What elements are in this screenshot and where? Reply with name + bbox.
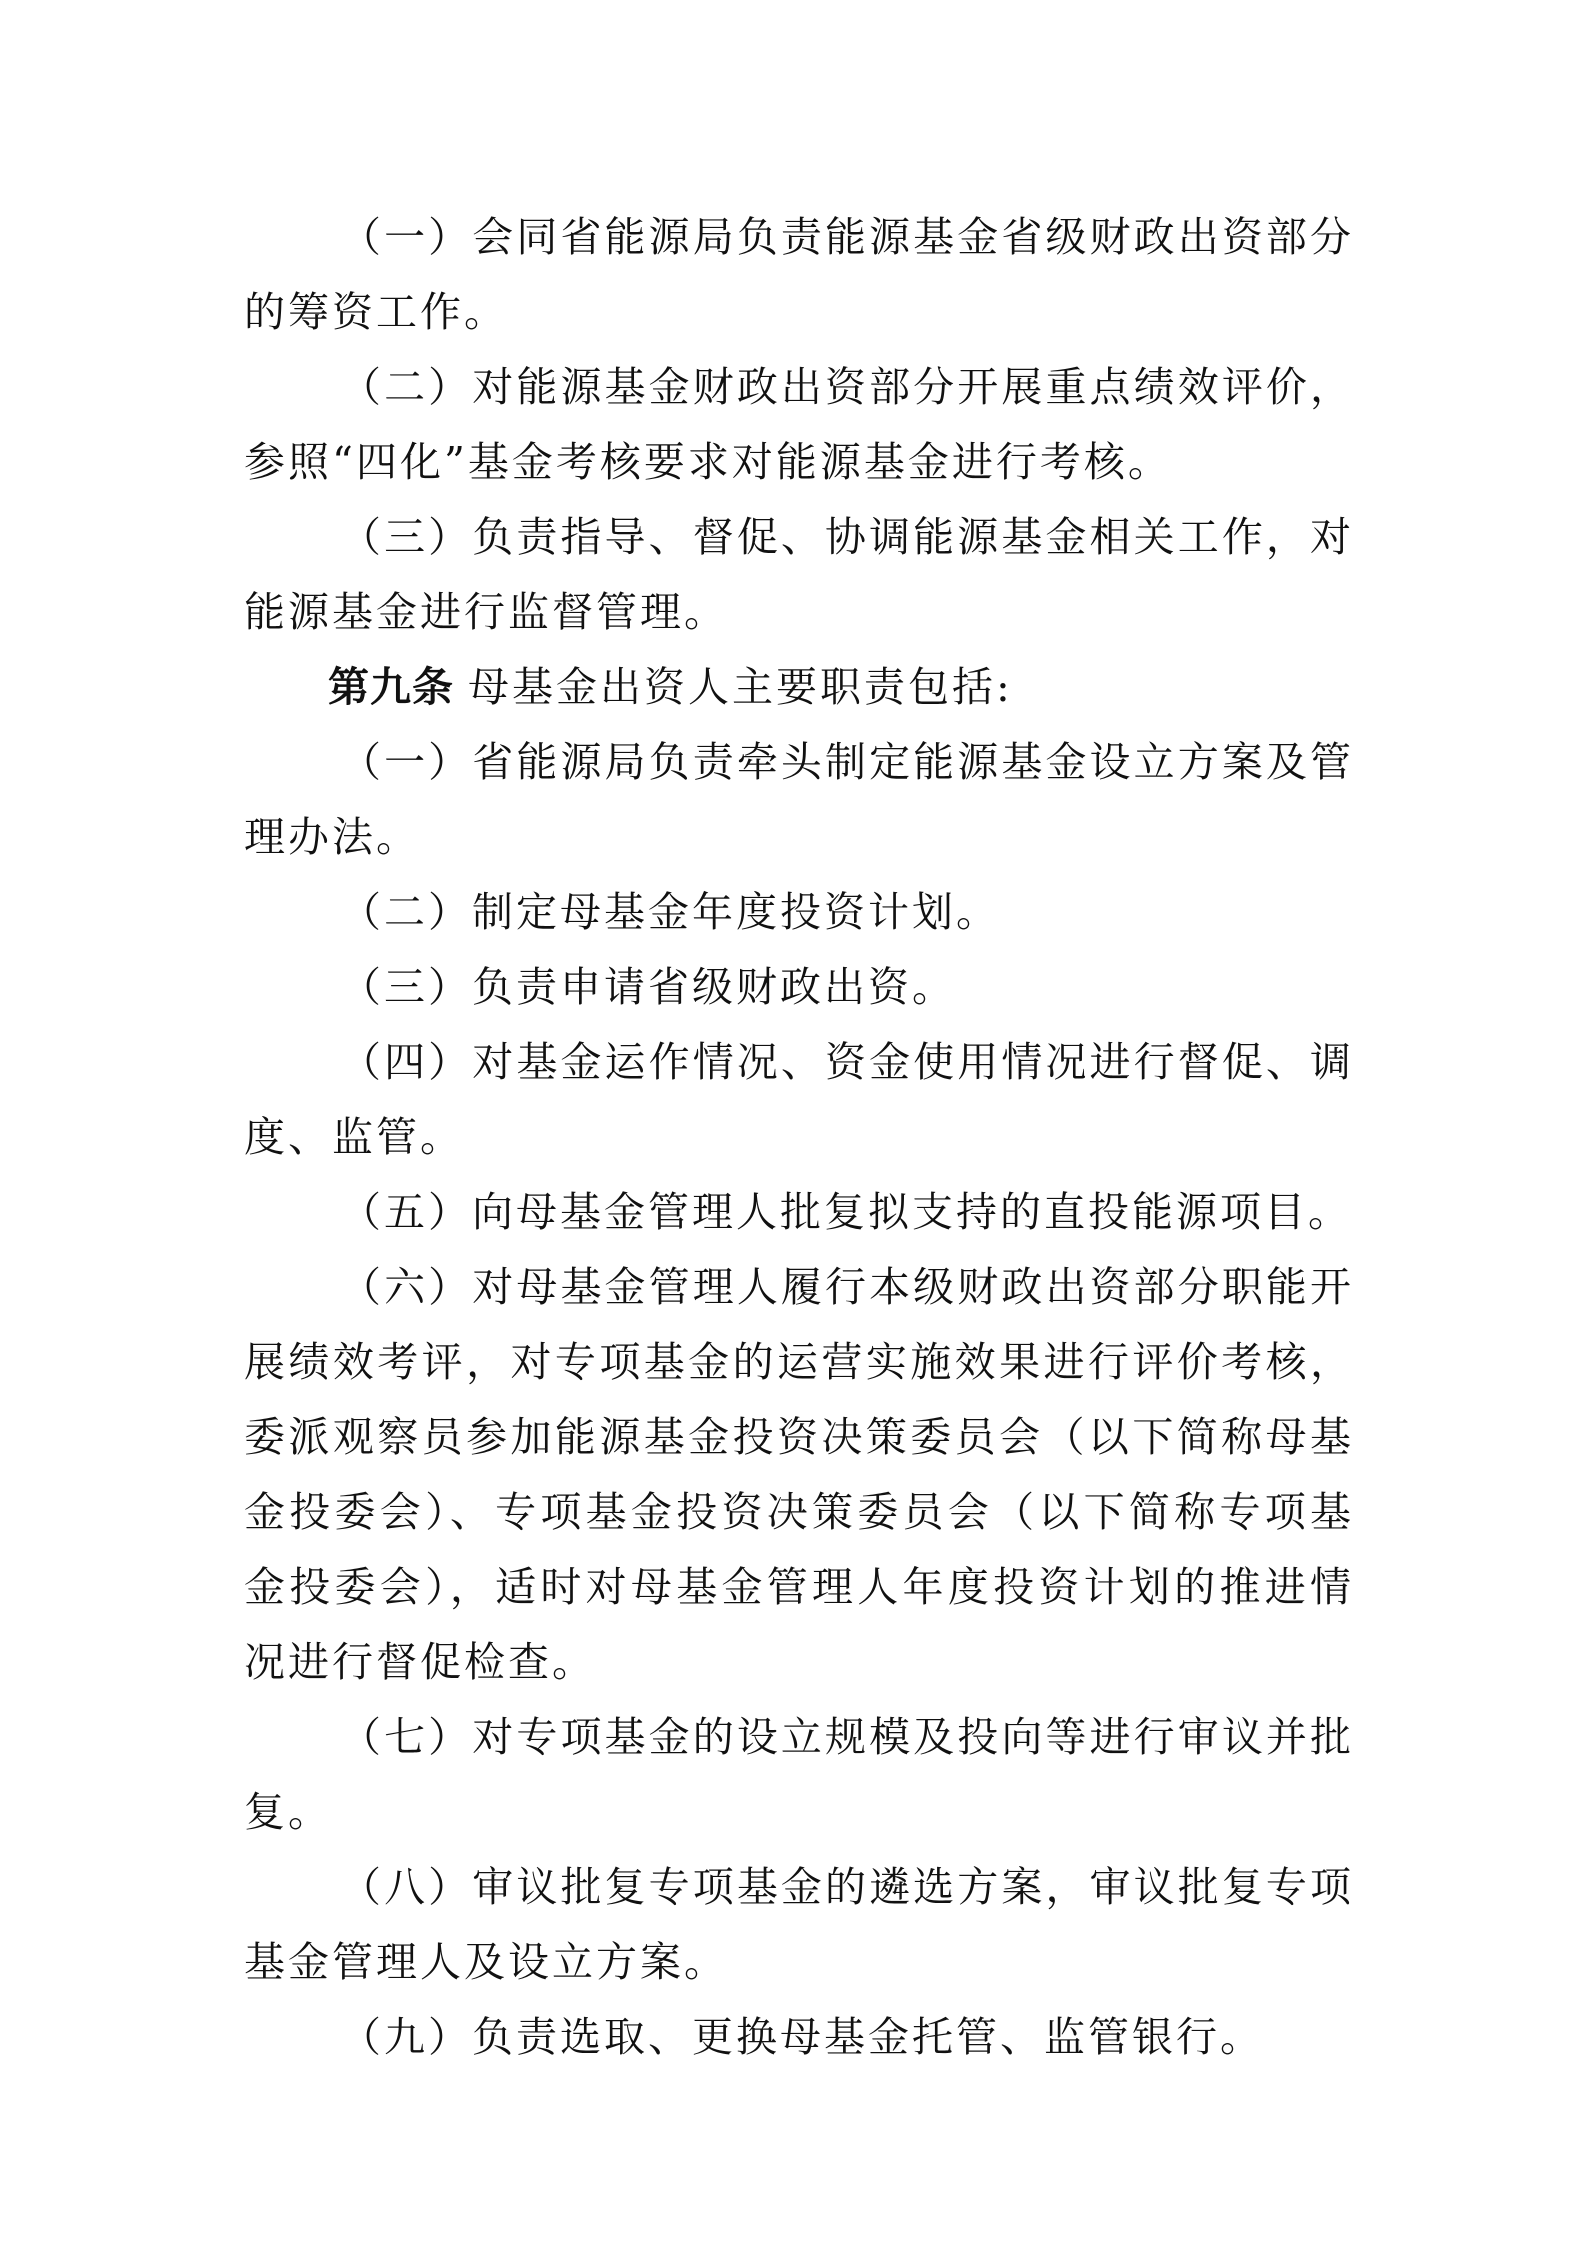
paragraph-11: （七）对专项基金的设立规模及投向等进行审议并批复。 <box>244 1713 1354 1836</box>
article-9-label: 第九条 <box>328 663 454 711</box>
paragraph-2: （二）对能源基金财政出资部分开展重点绩效评价，参照“四化”基金考核要求对能源基金进行考核。 <box>244 363 1354 486</box>
paragraph-13: （九）负责选取、更换母基金托管、监管银行。 <box>340 2013 1264 2061</box>
paragraph-8: （四）对基金运作情况、资金使用情况进行督促、调度、监管。 <box>244 1038 1354 1161</box>
paragraph-9: （五）向母基金管理人批复拟支持的直投能源项目。 <box>340 1188 1352 1236</box>
document-body <box>244 200 1354 2075</box>
paragraph-10: （六）对母基金管理人履行本级财政出资部分职能开展绩效考评，对专项基金的运营实施效果进行评价考核，委派观察员参加能源基金投资决策委员会（以下简称母基金投委会）、专项基金投资决策委员会（以下简称专项基金投委会），适时对母基金管理人年度投资计划的推进情况进行督促检查。 <box>244 1263 1354 1686</box>
paragraph-12: （八）审议批复专项基金的遴选方案，审议批复专项基金管理人及设立方案。 <box>244 1863 1354 1986</box>
article-9-text: 母基金出资人主要职责包括: <box>468 663 1013 711</box>
paragraph-3: （三）负责指导、督促、协调能源基金相关工作，对能源基金进行监督管理。 <box>244 513 1354 636</box>
paragraph-6: （二）制定母基金年度投资计划。 <box>340 888 1000 936</box>
paragraph-5: （一）省能源局负责牵头制定能源基金设立方案及管理办法。 <box>244 738 1354 861</box>
paragraph-7: （三）负责申请省级财政出资。 <box>340 963 956 1011</box>
paragraph-1: （一）会同省能源局负责能源基金省级财政出资部分的筹资工作。 <box>244 213 1354 336</box>
article-9-heading <box>244 650 1354 725</box>
